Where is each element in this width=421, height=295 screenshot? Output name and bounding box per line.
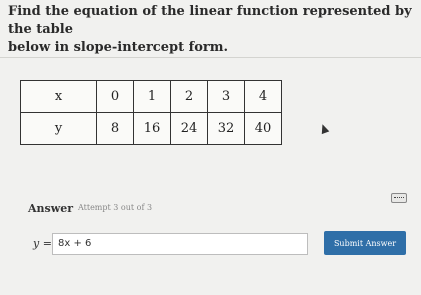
table-row-x	[21, 81, 282, 113]
table-cell: 1	[134, 81, 171, 113]
table-cell: 3	[208, 81, 245, 113]
y-header: y	[21, 113, 97, 145]
answer-input[interactable]: 8x + 6	[52, 233, 308, 255]
submit-answer-button[interactable]: Submit Answer	[324, 231, 406, 255]
answer-label: Answer	[28, 202, 73, 215]
function-table	[20, 80, 282, 145]
question-line-2: below in slope-intercept form.	[8, 40, 229, 55]
table-cell: 32	[208, 113, 245, 145]
table-cell: 40	[245, 113, 282, 145]
table-cell: 24	[171, 113, 208, 145]
table-row-y	[21, 113, 282, 145]
table-cell: 4	[245, 81, 282, 113]
question-text	[8, 3, 413, 57]
table-cell: 16	[134, 113, 171, 145]
y-equals-label: y =	[33, 237, 52, 250]
table-cell: 2	[171, 81, 208, 113]
x-header: x	[21, 81, 97, 113]
attempt-counter: Attempt 3 out of 3	[78, 203, 153, 212]
question-line-1: Find the equation of the linear function represented by the table	[8, 4, 412, 37]
mouse-cursor-icon	[319, 123, 330, 134]
divider	[0, 57, 421, 58]
table-cell: 8	[97, 113, 134, 145]
table-cell: 0	[97, 81, 134, 113]
keypad-icon[interactable]	[391, 193, 407, 203]
